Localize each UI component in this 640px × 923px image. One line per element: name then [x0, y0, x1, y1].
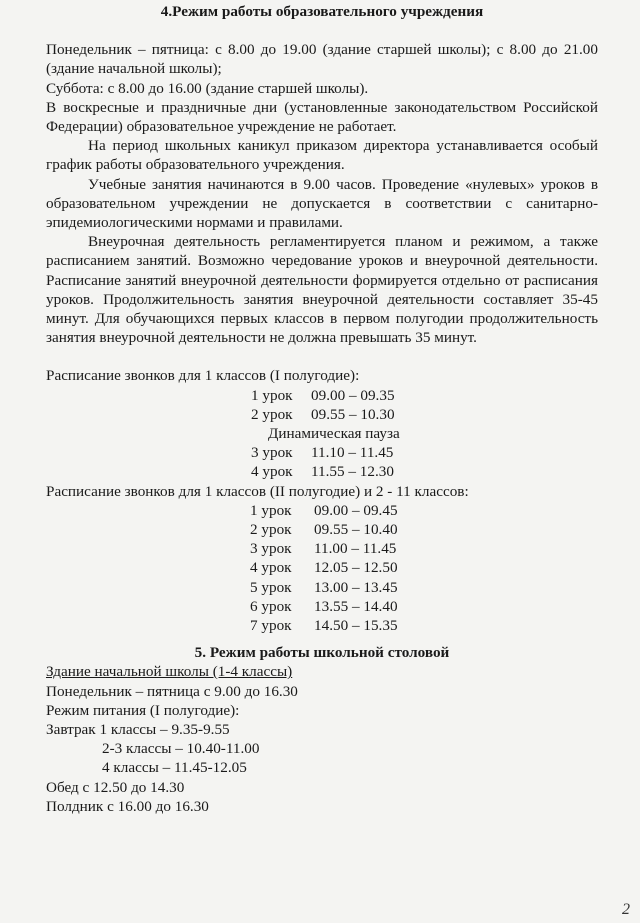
breakfast-grade-2-3: 2-3 классы – 10.40-11.00	[102, 740, 260, 758]
bell-row	[46, 539, 598, 558]
paragraph-holidays: В воскресные и праздничные дни (установленные законодательством Российской Федерации) образовательное учреждение не работает.	[46, 98, 598, 136]
canteen-building: Здание начальной школы (1-4 классы)	[46, 663, 293, 681]
bell-lesson: 5 урок	[250, 578, 292, 596]
bell-lesson: 4 урок	[250, 559, 292, 577]
paragraph-saturday-hours: Суббота: с 8.00 до 16.00 (здание старшей школы).	[46, 79, 369, 97]
bell-time: 09.00 – 09.35	[311, 386, 395, 404]
paragraph-extracurricular: Внеурочная деятельность регламентируется планом и режимом, а также расписанием занятий. Возможно чередование уроков и внеурочной деятельности. Расписание занятий внеурочной деятельности формируется отдельно от расписания уроков. Продолжительность занятия внеурочной деятельности составляет 35-45 минут. Для обучающихся первых классов в первом полугодии продолжительность занятия внеурочной деятельности не должна превышать 35 минут.	[46, 233, 598, 347]
bell-row	[46, 501, 598, 520]
bell-time: 13.00 – 13.45	[314, 578, 398, 596]
bells-2-list	[46, 501, 598, 635]
dynamic-pause-label: Динамическая пауза	[268, 425, 400, 443]
breakfast-grade-1: Завтрак 1 классы – 9.35-9.55	[46, 720, 230, 738]
bell-lesson: 7 урок	[250, 616, 292, 634]
bell-lesson: 3 урок	[251, 444, 293, 462]
bell-time: 13.55 – 14.40	[314, 597, 398, 615]
bell-time: 11.55 – 12.30	[311, 463, 394, 481]
bell-row	[46, 616, 598, 635]
bell-row	[46, 558, 598, 577]
bell-row	[46, 597, 598, 616]
bells-1-heading: Расписание звонков для 1 классов (I полугодие):	[46, 367, 360, 385]
bell-lesson: 2 урок	[250, 520, 292, 538]
bell-row	[46, 405, 598, 424]
lunch-time: Обед с 12.50 до 14.30	[46, 778, 185, 796]
canteen-hours: Понедельник – пятница с 9.00 до 16.30	[46, 682, 298, 700]
bell-time: 14.50 – 15.35	[314, 616, 398, 634]
bell-time: 09.00 – 09.45	[314, 501, 398, 519]
bell-row	[46, 386, 598, 405]
bell-time: 11.10 – 11.45	[311, 444, 394, 462]
bell-row	[46, 462, 598, 481]
paragraph-weekday-hours: Понедельник – пятница: с 8.00 до 19.00 (здание старшей школы); с 8.00 до 21.00 (здание начальной школы);	[46, 41, 598, 78]
bell-lesson: 6 урок	[250, 597, 292, 615]
page-number: 2	[622, 901, 630, 918]
breakfast-grade-4: 4 классы – 11.45-12.05	[102, 759, 247, 777]
section-4-title: 4.Режим работы образовательного учреждения	[160, 3, 484, 20]
paragraph-lessons-start: Учебные занятия начинаются в 9.00 часов. Проведение «нулевых» уроков в образовательном учреждении не допускается в соответствии с санитарно-эпидемиологическими нормами и правилами.	[46, 175, 598, 232]
bell-row	[46, 443, 598, 462]
bell-row	[46, 578, 598, 597]
bell-time: 11.00 – 11.45	[314, 540, 397, 558]
bells-1-list	[46, 386, 598, 482]
dynamic-pause-row	[46, 424, 598, 443]
paragraph-vacation: На период школьных каникул приказом директора устанавливается особый график работы образовательного учреждения.	[46, 137, 598, 174]
meal-regime: Режим питания (I полугодие):	[46, 701, 240, 719]
bell-time: 12.05 – 12.50	[314, 559, 398, 577]
snack-time: Полдник с 16.00 до 16.30	[46, 797, 209, 815]
bell-lesson: 4 урок	[251, 463, 293, 481]
bell-lesson: 2 урок	[251, 405, 293, 423]
bell-lesson: 3 урок	[250, 540, 292, 558]
bell-row	[46, 520, 598, 539]
bell-time: 09.55 – 10.40	[314, 520, 398, 538]
section-5-title: 5. Режим работы школьной столовой	[194, 644, 450, 662]
document-content	[46, 2, 598, 816]
bell-time: 09.55 – 10.30	[311, 405, 395, 423]
bells-2-heading: Расписание звонков для 1 классов (II полугодие) и 2 - 11 классов:	[46, 482, 469, 500]
bell-lesson: 1 урок	[251, 386, 293, 404]
bell-lesson: 1 урок	[250, 501, 292, 519]
